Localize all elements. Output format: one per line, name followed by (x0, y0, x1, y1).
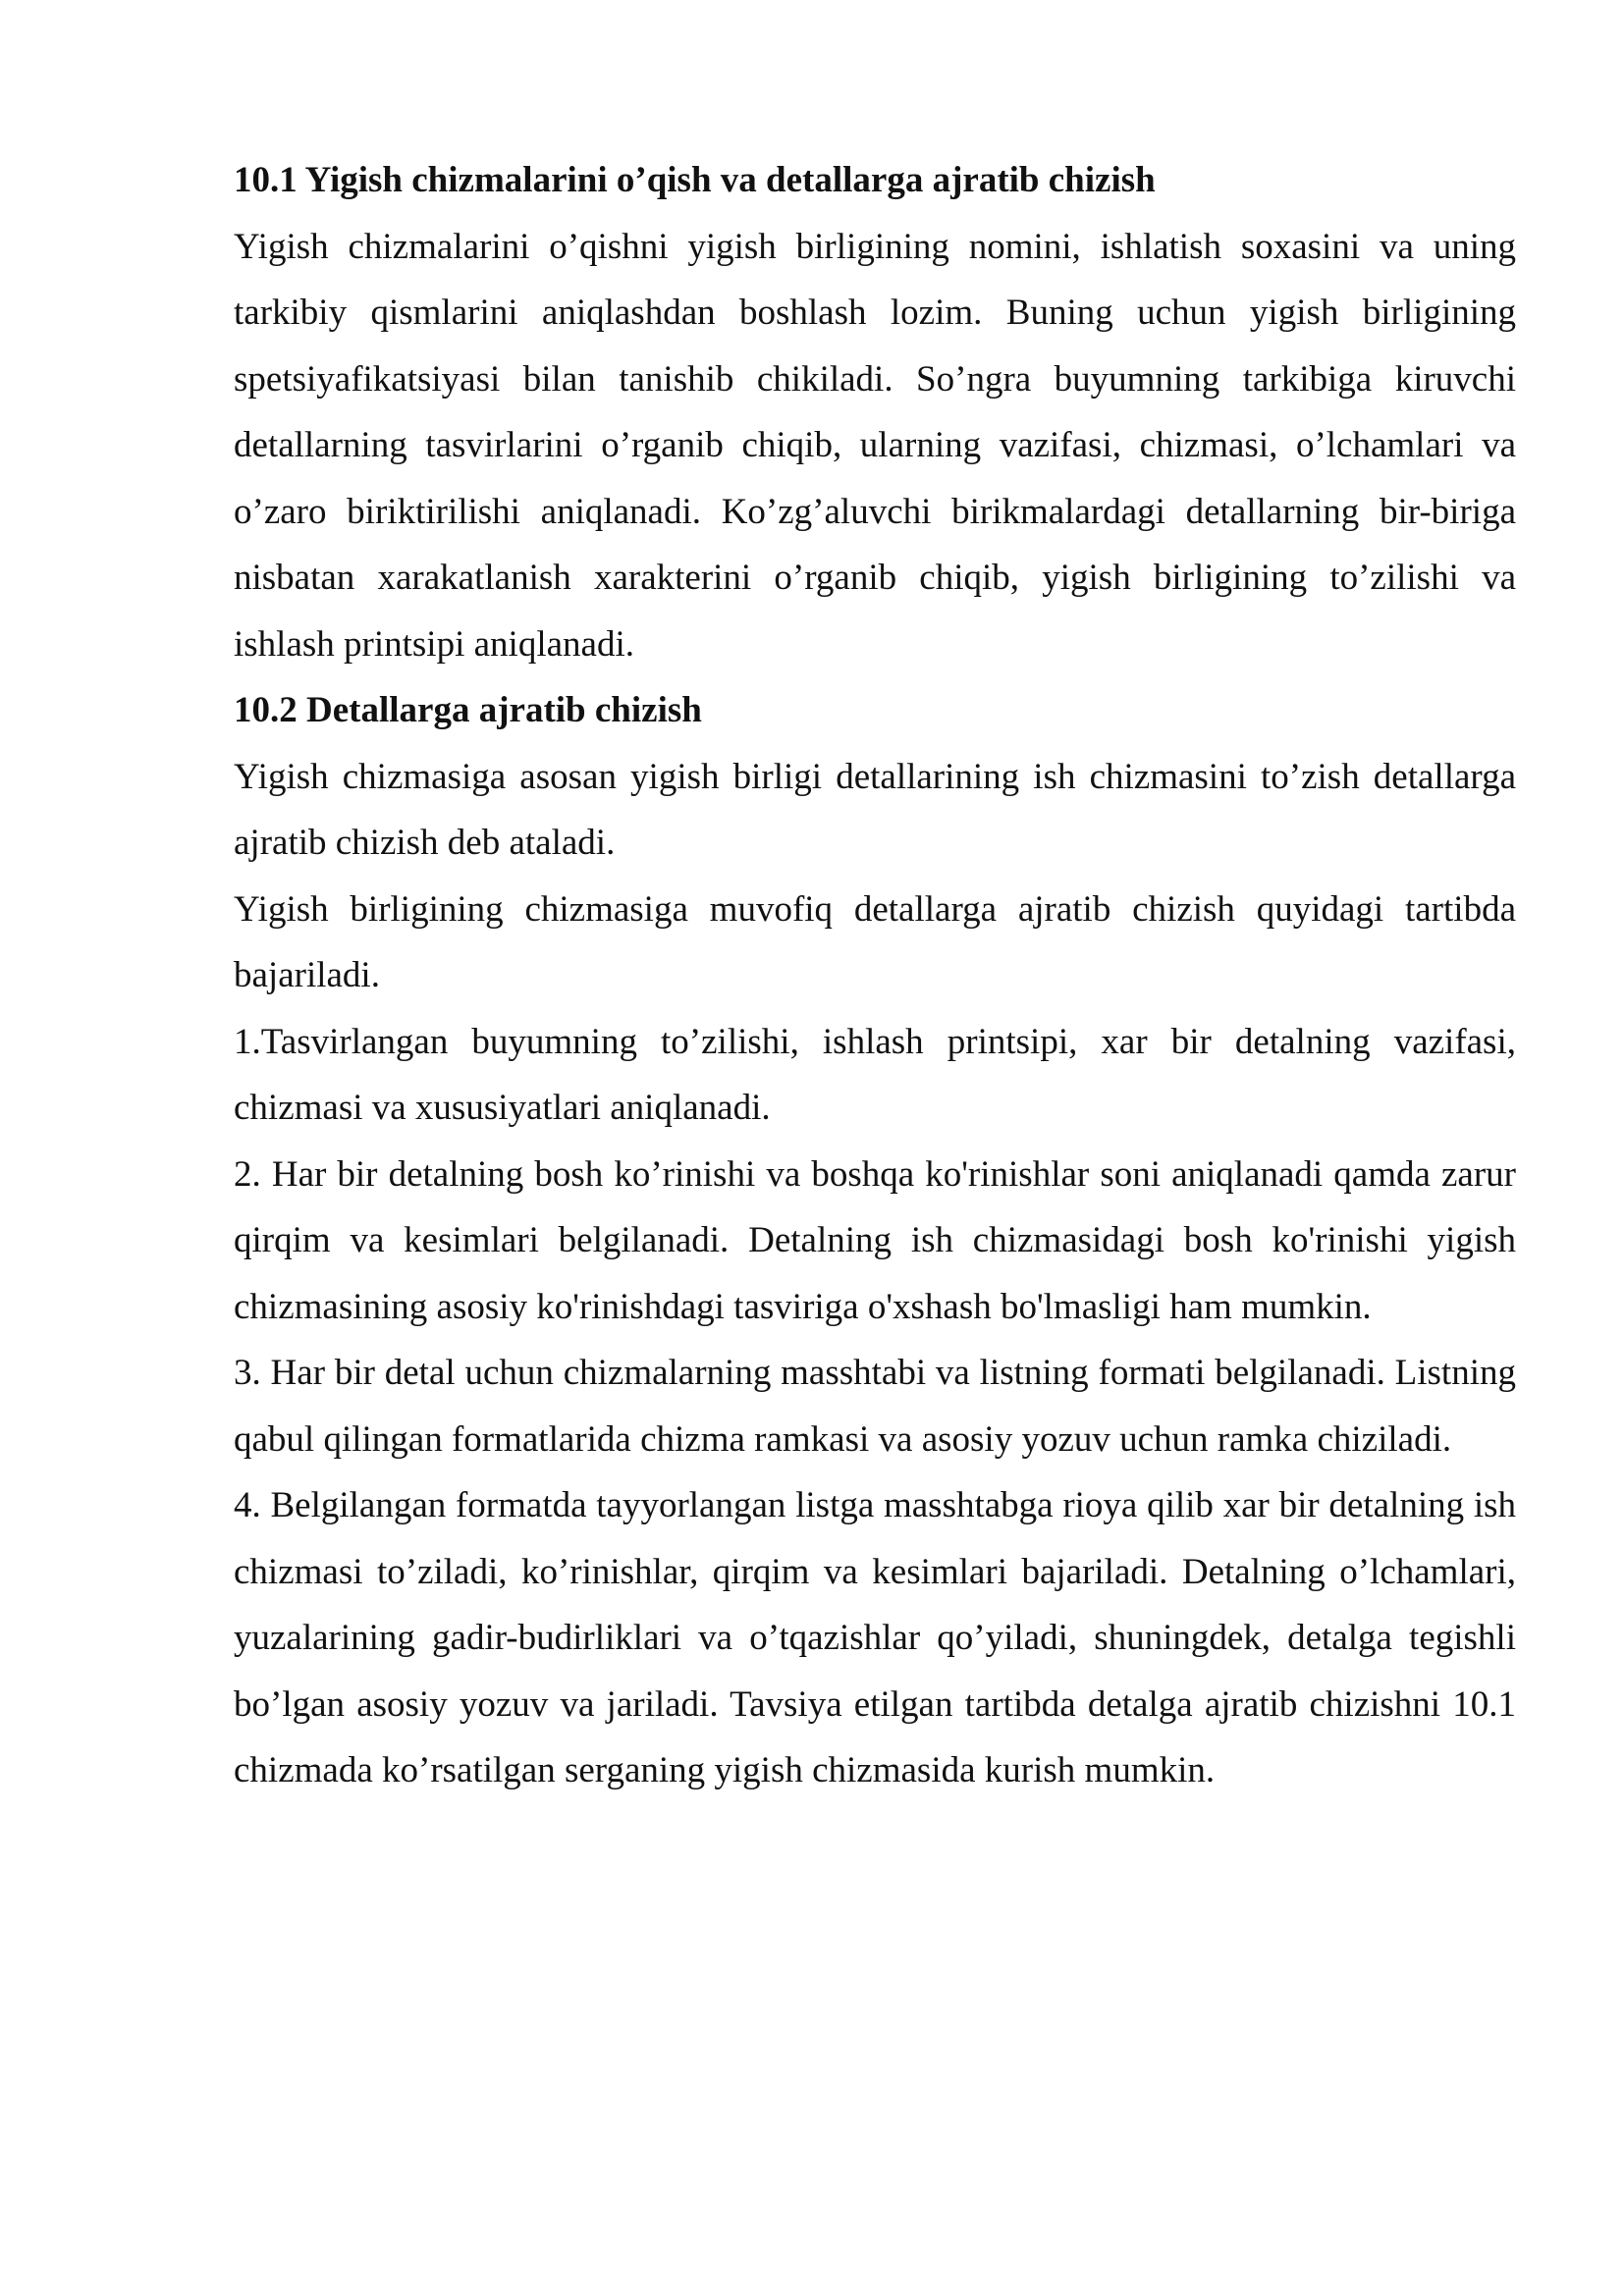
step-item-4: 4. Belgilangan formatda tayyorlangan listga masshtabga rioya qilib xar bir detalning ish chizmasi to’ziladi, ko’rinishlar, qirqim va kesimlari bajariladi. Detalning o’lchamlari, yuzalarining gadir-budirliklari va o’tqazishlar qo’yiladi, shuningdek, detalga tegishli bo’lgan asosiy yozuv va jariladi. Tavsiya etilgan tartibda detalga ajratib chizishni 10.1 chizmada ko’rsatilgan serganing yigish chizmasida kurish mumkin. (234, 1485, 1516, 1790)
section-lead-paragraph: Yigish birligining chizmasiga muvofiq detallarga ajratib chizish quyidagi tartibda bajariladi. (234, 888, 1516, 995)
step-item-1: 1.Tasvirlangan buyumning to’zilishi, ishlash printsipi, xar bir detalning vazifasi, chizmasi va xususiyatlari aniqlanadi. (234, 1021, 1516, 1128)
page-content (234, 147, 1516, 1804)
section-paragraph-10-1: Yigish chizmalarini o’qishni yigish birligining nomini, ishlatish soxasini va uning tarkibiy qismlarini aniqlashdan boshlash lozim. Buning uchun yigish birligining spetsiyafikatsiyasi bilan tanishib chikiladi. So’ngra buyumning tarkibiga kiruvchi detallarning tasvirlarini o’rganib chiqib, ularning vazifasi, chizmasi, o’lchamlari va o’zaro biriktirilishi aniqlanadi. Ko’zg’aluvchi birikmalardagi detallarning bir-biriga nisbatan xarakatlanish xarakterini o’rganib chiqib, yigish birligining to’zilishi va ishlash printsipi aniqlanadi. (234, 226, 1516, 665)
section-heading-10-1: 10.1 Yigish chizmalarini o’qish va detallarga ajratib chizish (234, 160, 1156, 200)
section-intro-paragraph: Yigish chizmasiga asosan yigish birligi detallarining ish chizmasini to’zish detallarga ajratib chizish deb ataladi. (234, 756, 1516, 863)
section-heading-10-2: 10.2 Detallarga ajratib chizish (234, 690, 702, 730)
step-item-2: 2. Har bir detalning bosh ko’rinishi va boshqa ko'rinishlar soni aniqlanadi qamda zarur qirqim va kesimlari belgilanadi. Detalning ish chizmasidagi bosh ko'rinishi yigish chizmasining asosiy ko'rinishdagi tasviriga o'xshash bo'lmasligi ham mumkin. (234, 1153, 1516, 1327)
step-item-3: 3. Har bir detal uchun chizmalarning masshtabi va listning formati belgilanadi. Listning qabul qilingan formatlarida chizma ramkasi va asosiy yozuv uchun ramka chiziladi. (234, 1353, 1516, 1460)
